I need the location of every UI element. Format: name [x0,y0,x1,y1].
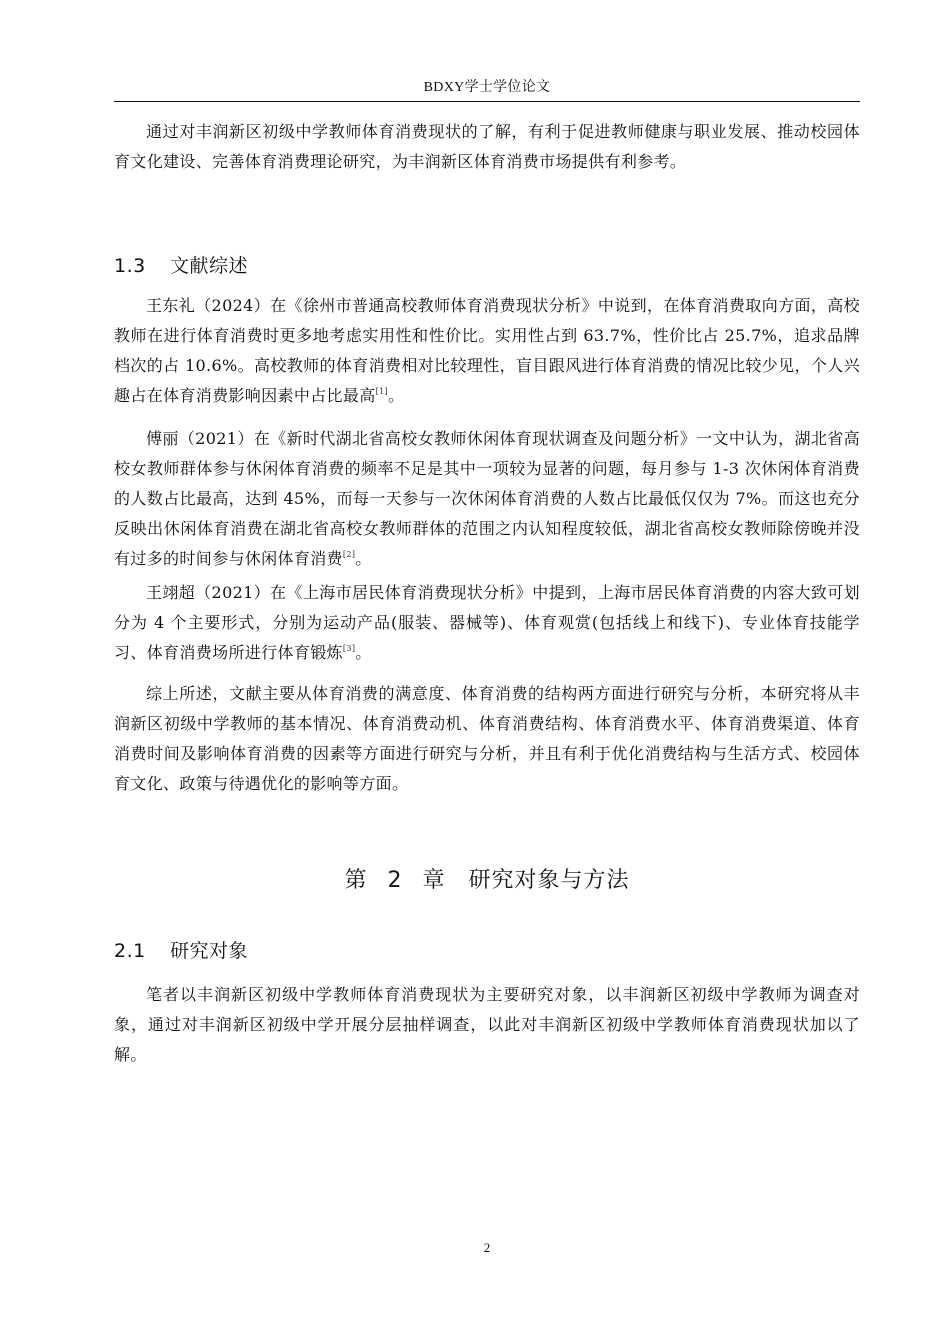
section-title-text: 文献综述 [170,255,249,277]
paragraph-end: 。 [355,549,372,568]
section-number: 2.1 [114,940,146,962]
literature-paragraph-1 [114,291,860,411]
literature-paragraph-2 [114,424,860,574]
section-heading-1-3 [114,251,248,281]
paragraph-text: 王东礼（2024）在《徐州市普通高校教师体育消费现状分析》中说到，在体育消费取向方面，高校教师在进行体育消费时更多地考虑实用性和性价比。实用性占到 63.7%，性价比占 25.7%，追求品牌档次的占 10.6%。高校教师的体育消费相对比较理性，盲目跟风进行体育消费的情况比较少见，个人兴趣占在体育消费影响因素中占比最高 [114,296,860,405]
header-rule [114,101,860,102]
paragraph-end: 。 [388,386,405,405]
chapter-heading: 第 2 章 研究对象与方法 [344,868,630,893]
citation-marker: [2] [342,550,356,559]
page-number: 2 [483,1240,491,1255]
paragraph-text: 傅丽（2021）在《新时代湖北省高校女教师休闲体育现状调查及问题分析》一文中认为，湖北省高校女教师群体参与休闲体育消费的频率不足是其中一项较为显著的问题，每月参与 1-3 次休闲体育消费的人数占比最高，达到 45%，而每一天参与一次休闲体育消费的人数占比最低仅仅为 7%。而这也充分反映出休闲体育消费在湖北省高校女教师群体的范围之内认知程度较低，湖北省高校女教师除傍晚并没有过多的时间参与休闲体育消费 [114,429,860,568]
running-header: BDXY学士学位论文 [423,80,551,95]
literature-summary-paragraph: 综上所述，文献主要从体育消费的满意度、体育消费的结构两方面进行研究与分析，本研究将从丰润新区初级中学教师的基本情况、体育消费动机、体育消费结构、体育消费水平、体育消费渠道、体育消费时间及影响体育消费的因素等方面进行研究与分析，并且有利于优化消费结构与生活方式、校园体育文化、政策与待遇优化的影响等方面。 [114,684,860,793]
paragraph-end: 。 [355,643,372,662]
literature-paragraph-3 [114,578,860,668]
section-number: 1.3 [114,255,146,277]
citation-marker: [3] [342,644,356,653]
research-object-paragraph: 笔者以丰润新区初级中学教师体育消费现状为主要研究对象，以丰润新区初级中学教师为调查对象，通过对丰润新区初级中学开展分层抽样调查，以此对丰润新区初级中学教师体育消费现状加以了解。 [114,985,860,1064]
paragraph-text: 王翊超（2021）在《上海市居民体育消费现状分析》中提到，上海市居民体育消费的内容大致可划分为 4 个主要形式，分别为运动产品(服装、器械等)、体育观赏(包括线上和线下)、专业体育技能学习、体育消费场所进行体育锻炼 [114,583,860,662]
intro-paragraph: 通过对丰润新区初级中学教师体育消费现状的了解，有利于促进教师健康与职业发展、推动校园体育文化建设、完善体育消费理论研究，为丰润新区体育消费市场提供有利参考。 [114,122,860,171]
section-title-text: 研究对象 [170,940,249,962]
citation-marker: [1] [375,387,388,396]
section-heading-2-1 [114,936,248,966]
